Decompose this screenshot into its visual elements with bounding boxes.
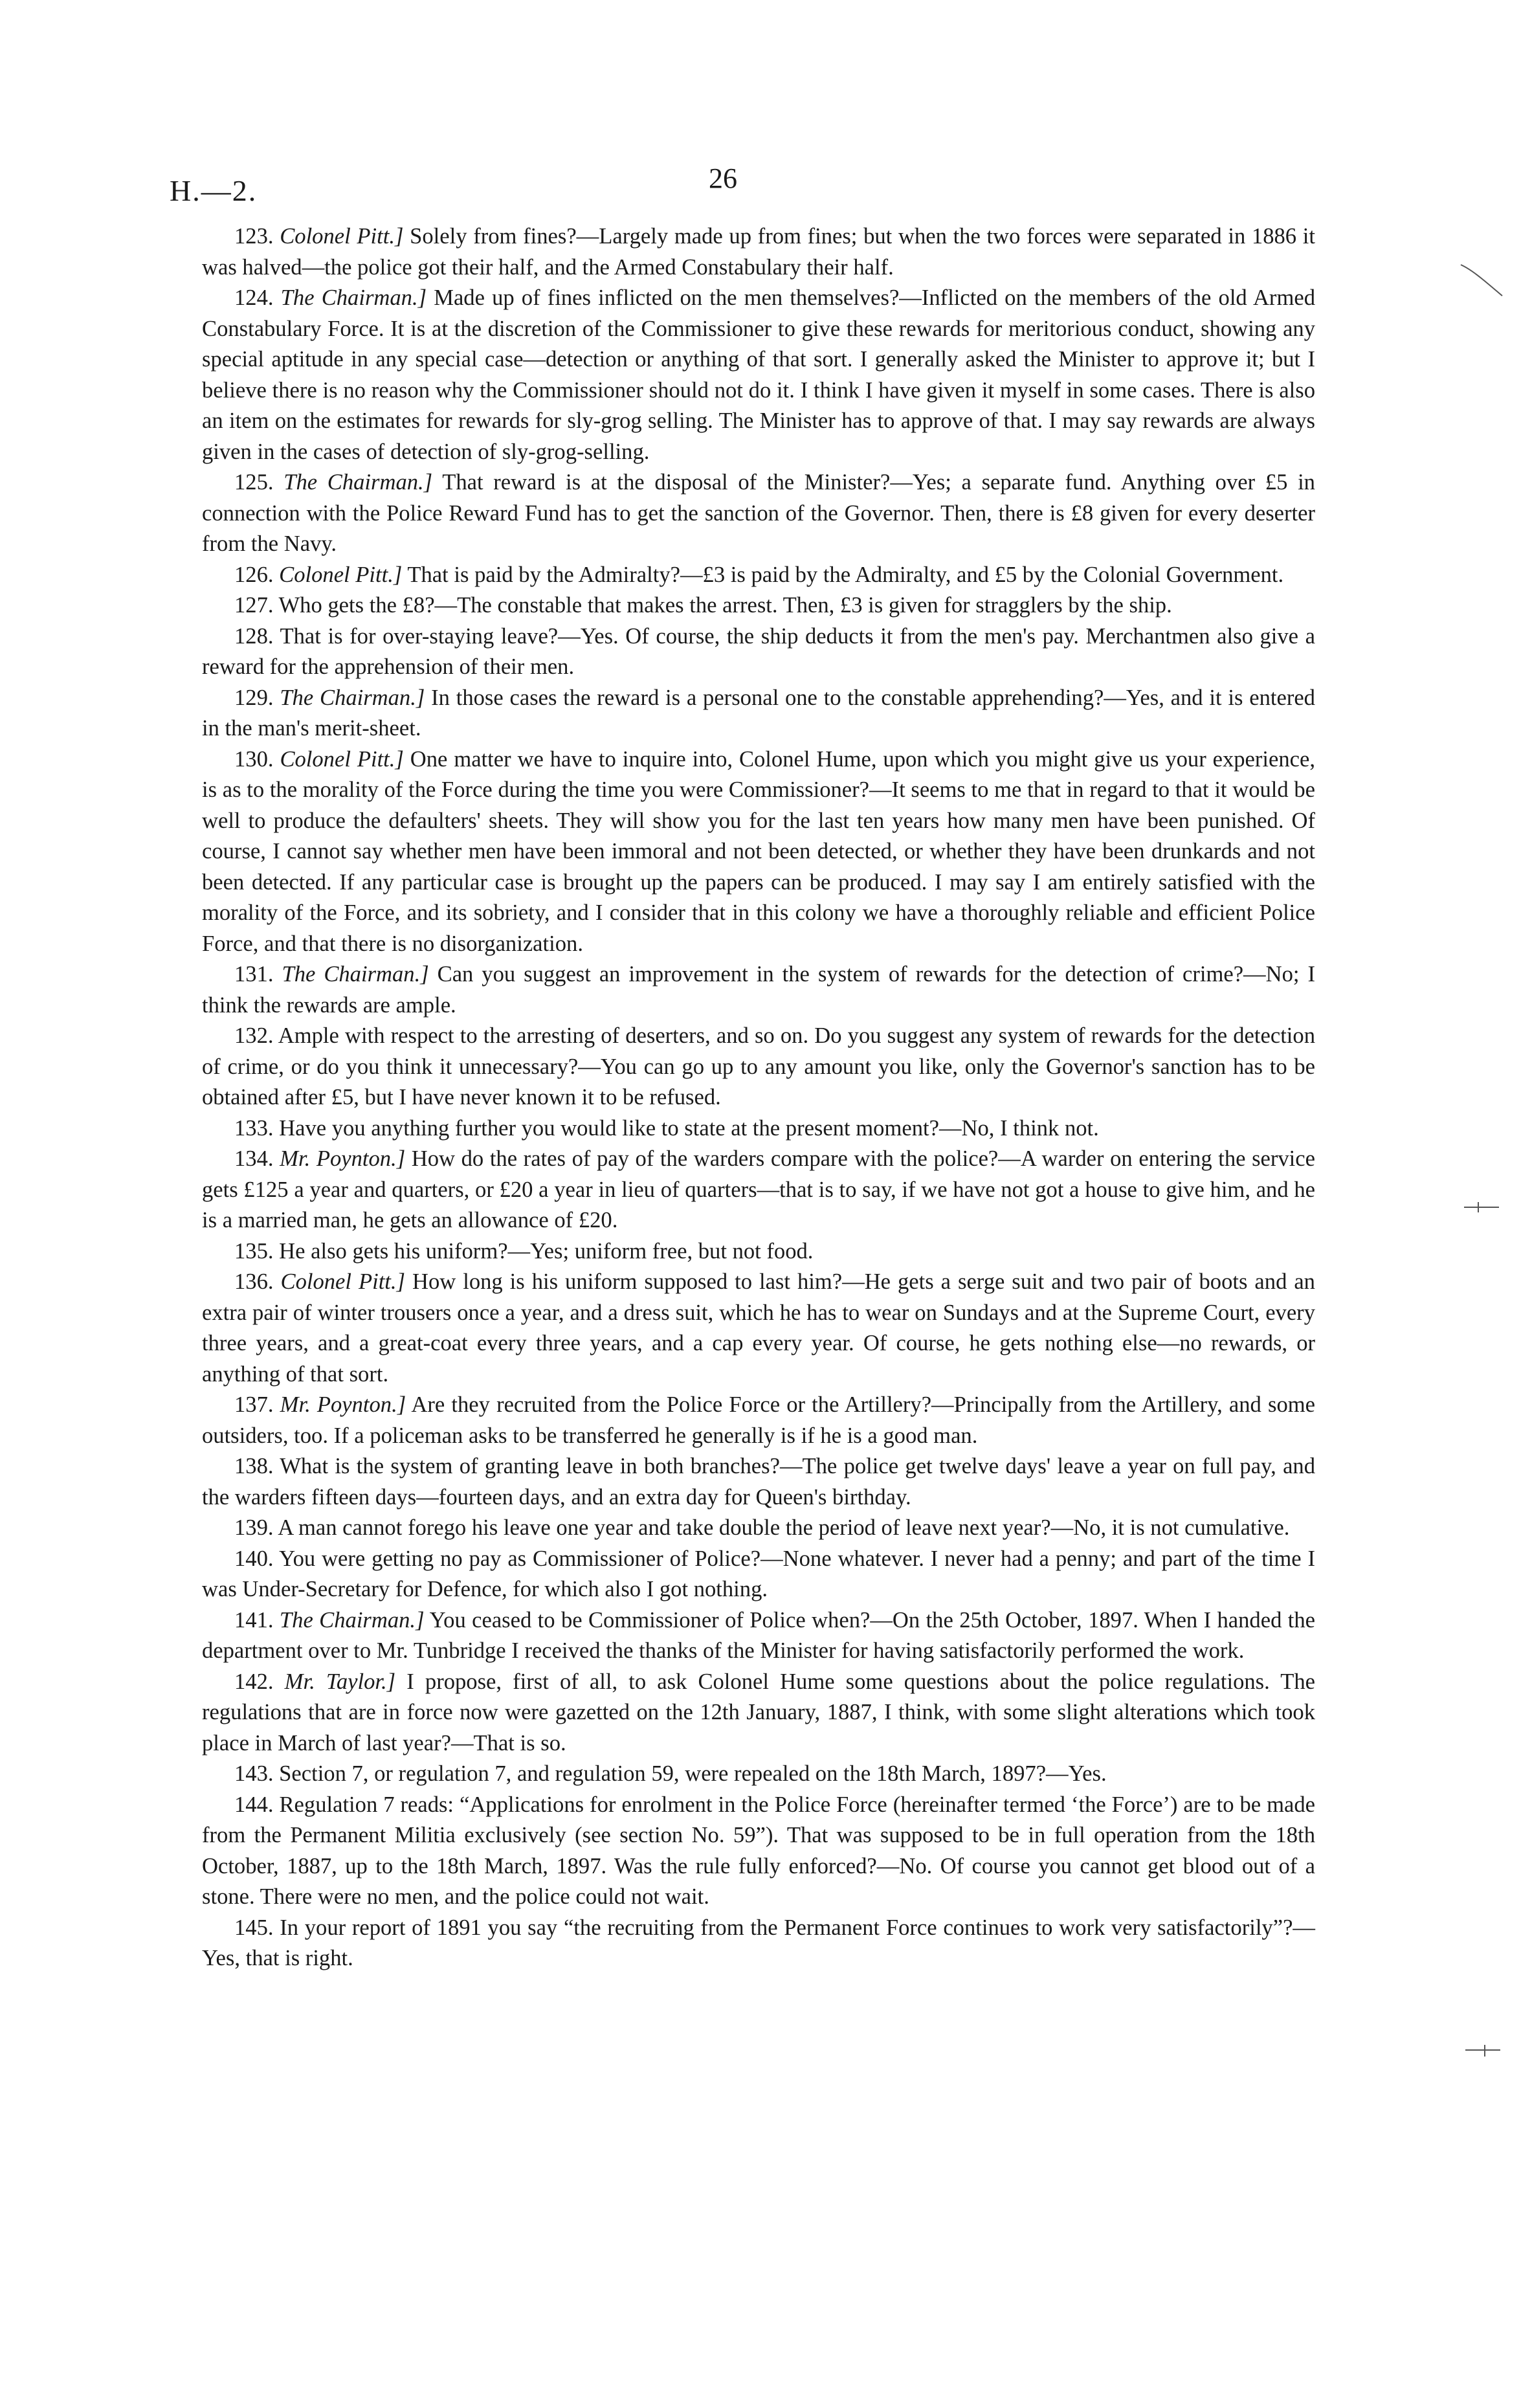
speaker: Colonel Pitt.] — [280, 1269, 406, 1294]
speaker: Colonel Pitt.] — [280, 224, 404, 249]
paragraph-127 — [202, 590, 1315, 621]
question-number: 136. — [234, 1269, 274, 1294]
paragraph-134 — [202, 1144, 1315, 1236]
paragraph-text: That is paid by the Admiralty?—£3 is paid by the Admiralty, and £5 by the Colonial Government. — [402, 562, 1284, 587]
question-number: 139. — [234, 1515, 274, 1540]
question-number: 135. — [234, 1238, 274, 1264]
speaker: The Chairman.] — [282, 962, 429, 987]
paragraph-130 — [202, 744, 1315, 960]
paragraph-125 — [202, 467, 1315, 560]
question-number: 132. — [234, 1023, 274, 1048]
paragraph-text: Have you anything further you would like to state at the present moment?—No, I think not. — [273, 1115, 1099, 1141]
speaker: Mr. Poynton.] — [280, 1146, 406, 1171]
paragraph-text: Made up of fines inflicted on the men themselves?—Inflicted on the members of the old Armed Constabulary Force. It is at the discretion of the Commissioner to give these rewards for meritorious conduct, showing any special aptitude in any special case—detection or anything of that sort. I generally asked the Minister to approve it; but I believe there is no reason why the Commissioner should not do it. I think I have given it myself in some cases. There is also an item on the estimates for rewards for sly-grog selling. The Minister has to approve of that. I may say rewards are always given in the cases of detection of sly-grog-selling. — [202, 285, 1315, 464]
question-number: 131. — [234, 962, 274, 987]
paragraph-text: How long is his uniform supposed to last him?—He gets a serge suit and two pair of boots and an extra pair of winter trousers once a year, and a dress suit, which he has to wear on Sundays and at the Supreme Court, every three years, and a great-coat every three years, and a cap every year. Of course, he gets nothing else—no rewards, or anything of that sort. — [202, 1269, 1315, 1387]
speaker: The Chairman.] — [280, 685, 425, 710]
question-number: 141. — [234, 1607, 274, 1633]
question-number: 130. — [234, 746, 274, 772]
paragraph-135 — [202, 1236, 1315, 1267]
question-number: 145. — [234, 1915, 274, 1940]
paragraph-124 — [202, 283, 1315, 467]
paragraph-text: That reward is at the disposal of the Minister?—Yes; a separate fund. Anything over £5 in connection with the Police Reward Fund has to get the sanction of the Governor. Then, there is £8 given for every deserter from the Navy. — [202, 470, 1315, 556]
question-number: 140. — [234, 1546, 274, 1571]
paragraph-145 — [202, 1913, 1315, 1974]
page-body — [202, 221, 1315, 1974]
speaker: Mr. Poynton.] — [280, 1392, 406, 1417]
paragraph-text: He also gets his uniform?—Yes; uniform free, but not food. — [273, 1238, 814, 1264]
paragraph-text: Who gets the £8?—The constable that makes the arrest. Then, £3 is given for stragglers by the ship. — [273, 593, 1172, 618]
paragraph-text: Can you suggest an improvement in the system of rewards for the detection of crime?—No; I think the rewards are ample. — [202, 962, 1315, 1018]
paragraph-137 — [202, 1390, 1315, 1451]
paragraph-138 — [202, 1451, 1315, 1513]
paragraph-text: One matter we have to inquire into, Colonel Hume, upon which you might give us your experience, is as to the morality of the Force during the time you were Commissioner?—It seems to me that in regard to that it would be well to produce the defaulters' sheets. They will show you for the last ten years how many men have been punished. Of course, I cannot say whether men have been immoral and not been detected, or whether they have been drunkards and not been detected. If any particular case is brought up the papers can be produced. I may say I am entirely satisfied with the morality of the Force, and its sobriety, and I consider that in this colony we have a thoroughly reliable and efficient Police Force, and that there is no disorganization. — [202, 746, 1316, 956]
paragraph-text: You were getting no pay as Commissioner of Police?—None whatever. I never had a penny; and part of the time I was Under-Secretary for Defence, for which also I got nothing. — [202, 1546, 1315, 1601]
speaker: Mr. Taylor.] — [284, 1669, 396, 1694]
paragraph-132 — [202, 1021, 1315, 1113]
paragraph-139 — [202, 1513, 1315, 1544]
question-number: 128. — [234, 623, 274, 649]
paragraph-text: In your report of 1891 you say “the recruiting from the Permanent Force continues to work very satisfactorily”?—Yes, that is right. — [202, 1915, 1315, 1970]
paragraph-text: In those cases the reward is a personal one to the constable apprehending?—Yes, and it is entered in the man's merit-sheet. — [202, 685, 1315, 741]
speaker: The Chairman.] — [280, 285, 427, 310]
paragraph-140 — [202, 1544, 1315, 1605]
speaker: Colonel Pitt.] — [280, 746, 404, 772]
question-number: 133. — [234, 1115, 274, 1141]
question-number: 137. — [234, 1392, 274, 1417]
paragraph-text: That is for over-staying leave?—Yes. Of course, the ship deducts it from the men's pay. Merchantmen also give a reward for the apprehension of their men. — [202, 623, 1315, 679]
speaker: The Chairman.] — [283, 470, 433, 495]
question-number: 125. — [234, 470, 274, 495]
paragraph-123 — [202, 221, 1315, 283]
question-number: 134. — [234, 1146, 274, 1171]
paragraph-text: Ample with respect to the arresting of deserters, and so on. Do you suggest any system of rewards for the detection of crime, or do you think it unnecessary?—You can go up to any amount you like, only the Governor's sanction has to be obtained after £5, but I have never known it to be refused. — [202, 1023, 1315, 1109]
scan-mark — [1464, 2042, 1503, 2058]
paragraph-133 — [202, 1113, 1315, 1144]
speaker: The Chairman.] — [279, 1607, 425, 1633]
question-number: 138. — [234, 1454, 274, 1478]
speaker: Colonel Pitt.] — [279, 562, 403, 587]
paragraph-131 — [202, 959, 1315, 1021]
scan-mark — [1463, 1201, 1502, 1214]
question-number: 142. — [234, 1669, 274, 1694]
paragraph-text: I propose, first of all, to ask Colonel Hume some questions about the police regulations. The regulations that are in force now were gazetted on the 12th January, 1887, I think, with some slight alterations which took place in March of last year?—That is so. — [202, 1669, 1315, 1756]
question-number: 143. — [234, 1761, 274, 1786]
question-number: 127. — [234, 593, 274, 618]
paragraph-136 — [202, 1267, 1315, 1390]
scan-mark — [1460, 262, 1505, 301]
document-code: H.—2. — [170, 174, 258, 207]
paragraph-144 — [202, 1790, 1315, 1913]
question-number: 126. — [234, 562, 274, 587]
paragraph-text: How do the rates of pay of the warders compare with the police?—A warder on entering the service gets £125 a year and quarters, or £20 a year in lieu of quarters—that is to say, if we have not got a house to give him, and he is a married man, he gets an allowance of £20. — [202, 1146, 1315, 1232]
paragraph-text: You ceased to be Commissioner of Police when?—On the 25th October, 1897. When I handed the department over to Mr. Tunbridge I received the thanks of the Minister for having satisfactorily performed the work. — [202, 1607, 1315, 1663]
question-number: 124. — [234, 285, 274, 310]
question-number: 144. — [234, 1792, 274, 1817]
paragraph-text: Are they recruited from the Police Force or the Artillery?—Principally from the Artillery, and some outsiders, too. If a policeman asks to be transferred he generally is if he is a good man. — [202, 1392, 1315, 1448]
page-number: 26 — [709, 162, 737, 194]
paragraph-text: What is the system of granting leave in both branches?—The police get twelve days' leave a year on full pay, and the warders fifteen days—fourteen days, and an extra day for Queen's birthday. — [202, 1454, 1315, 1510]
paragraph-143 — [202, 1759, 1315, 1790]
paragraph-text: Regulation 7 reads: “Applications for enrolment in the Police Force (hereinafter termed ‘the Force’) are to be made from the Permanent Militia exclusively (see section No. 59”). That was supposed to be in full operation from the 18th October, 1887, up to the 18th March, 1897. Was the rule fully enforced?—No. Of course you cannot get blood out of a stone. There were no men, and the police could not wait. — [202, 1792, 1315, 1909]
paragraph-text: Solely from fines?—Largely made up from fines; but when the two forces were separated in 1886 it was halved—the police got their half, and the Armed Constabulary their half. — [202, 224, 1315, 280]
paragraph-128 — [202, 621, 1315, 683]
paragraph-126 — [202, 560, 1315, 591]
paragraph-text: A man cannot forego his leave one year and take double the period of leave next year?—No, it is not cumulative. — [273, 1515, 1290, 1540]
paragraph-129 — [202, 683, 1315, 744]
paragraph-141 — [202, 1605, 1315, 1667]
paragraph-142 — [202, 1667, 1315, 1759]
question-number: 129. — [234, 685, 274, 710]
question-number: 123. — [234, 224, 274, 249]
paragraph-text: Section 7, or regulation 7, and regulation 59, were repealed on the 18th March, 1897?—Yes. — [273, 1761, 1107, 1786]
